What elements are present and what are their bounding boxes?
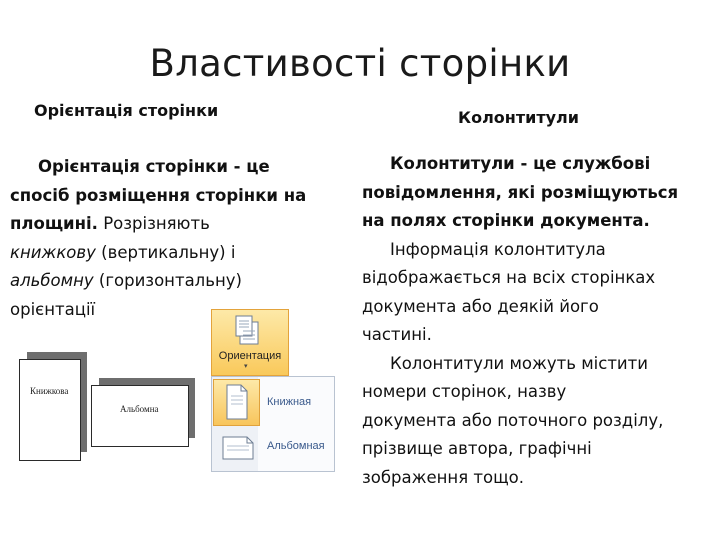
orientation-button-label: Ориентация (218, 350, 282, 362)
slide-title: Властивості сторінки (149, 42, 571, 85)
menu-item-landscape-label[interactable]: Альбомная (267, 440, 325, 452)
orientation-description (10, 153, 350, 324)
orientation-icon (234, 314, 262, 346)
definition-text: Орієнтація сторінки - це (38, 157, 270, 176)
body-text: (вертикальну) і (95, 242, 236, 262)
menu-item-portrait-label[interactable]: Книжная (267, 396, 312, 408)
body-text: прізвище автора, графічні (362, 439, 592, 458)
landscape-page (91, 385, 189, 447)
definition-text: повідомлення, які розміщуються (362, 182, 679, 202)
body-text: Розрізняють (97, 214, 210, 233)
portrait-page-label: Книжкова (30, 386, 69, 396)
body-text: документа або поточного розділу, (362, 410, 664, 430)
body-text: Інформація колонтитула (390, 239, 606, 259)
right-column-heading: Колонтитули (458, 108, 579, 127)
portrait-page (19, 359, 81, 461)
body-text: (горизонтальну) (93, 271, 242, 290)
body-text: зображення тощо. (362, 467, 524, 487)
portrait-page-icon (226, 384, 248, 420)
headers-footers-description (362, 150, 714, 492)
definition-text: спосіб розміщення сторінки на (10, 185, 307, 205)
landscape-page-label: Альбомна (120, 404, 159, 414)
definition-text: на полях сторінки документа. (362, 211, 650, 230)
body-text: відображається на всіх сторінках (362, 268, 656, 287)
body-text: частині. (362, 325, 432, 344)
definition-text: Колонтитули - це службові (390, 154, 651, 173)
definition-text: площині. (10, 214, 98, 233)
chevron-down-icon: ▾ (244, 362, 248, 370)
body-text: документа або деякій його (362, 296, 599, 316)
body-text: номери сторінок, назву (362, 382, 567, 401)
landscape-page-icon (222, 436, 254, 460)
body-text: Колонтитули можуть містити (390, 353, 648, 373)
left-column-heading: Орієнтація сторінки (34, 101, 219, 120)
portrait-term: книжкову (10, 242, 96, 262)
landscape-term: альбомну (10, 271, 94, 290)
body-text: орієнтації (10, 299, 96, 319)
